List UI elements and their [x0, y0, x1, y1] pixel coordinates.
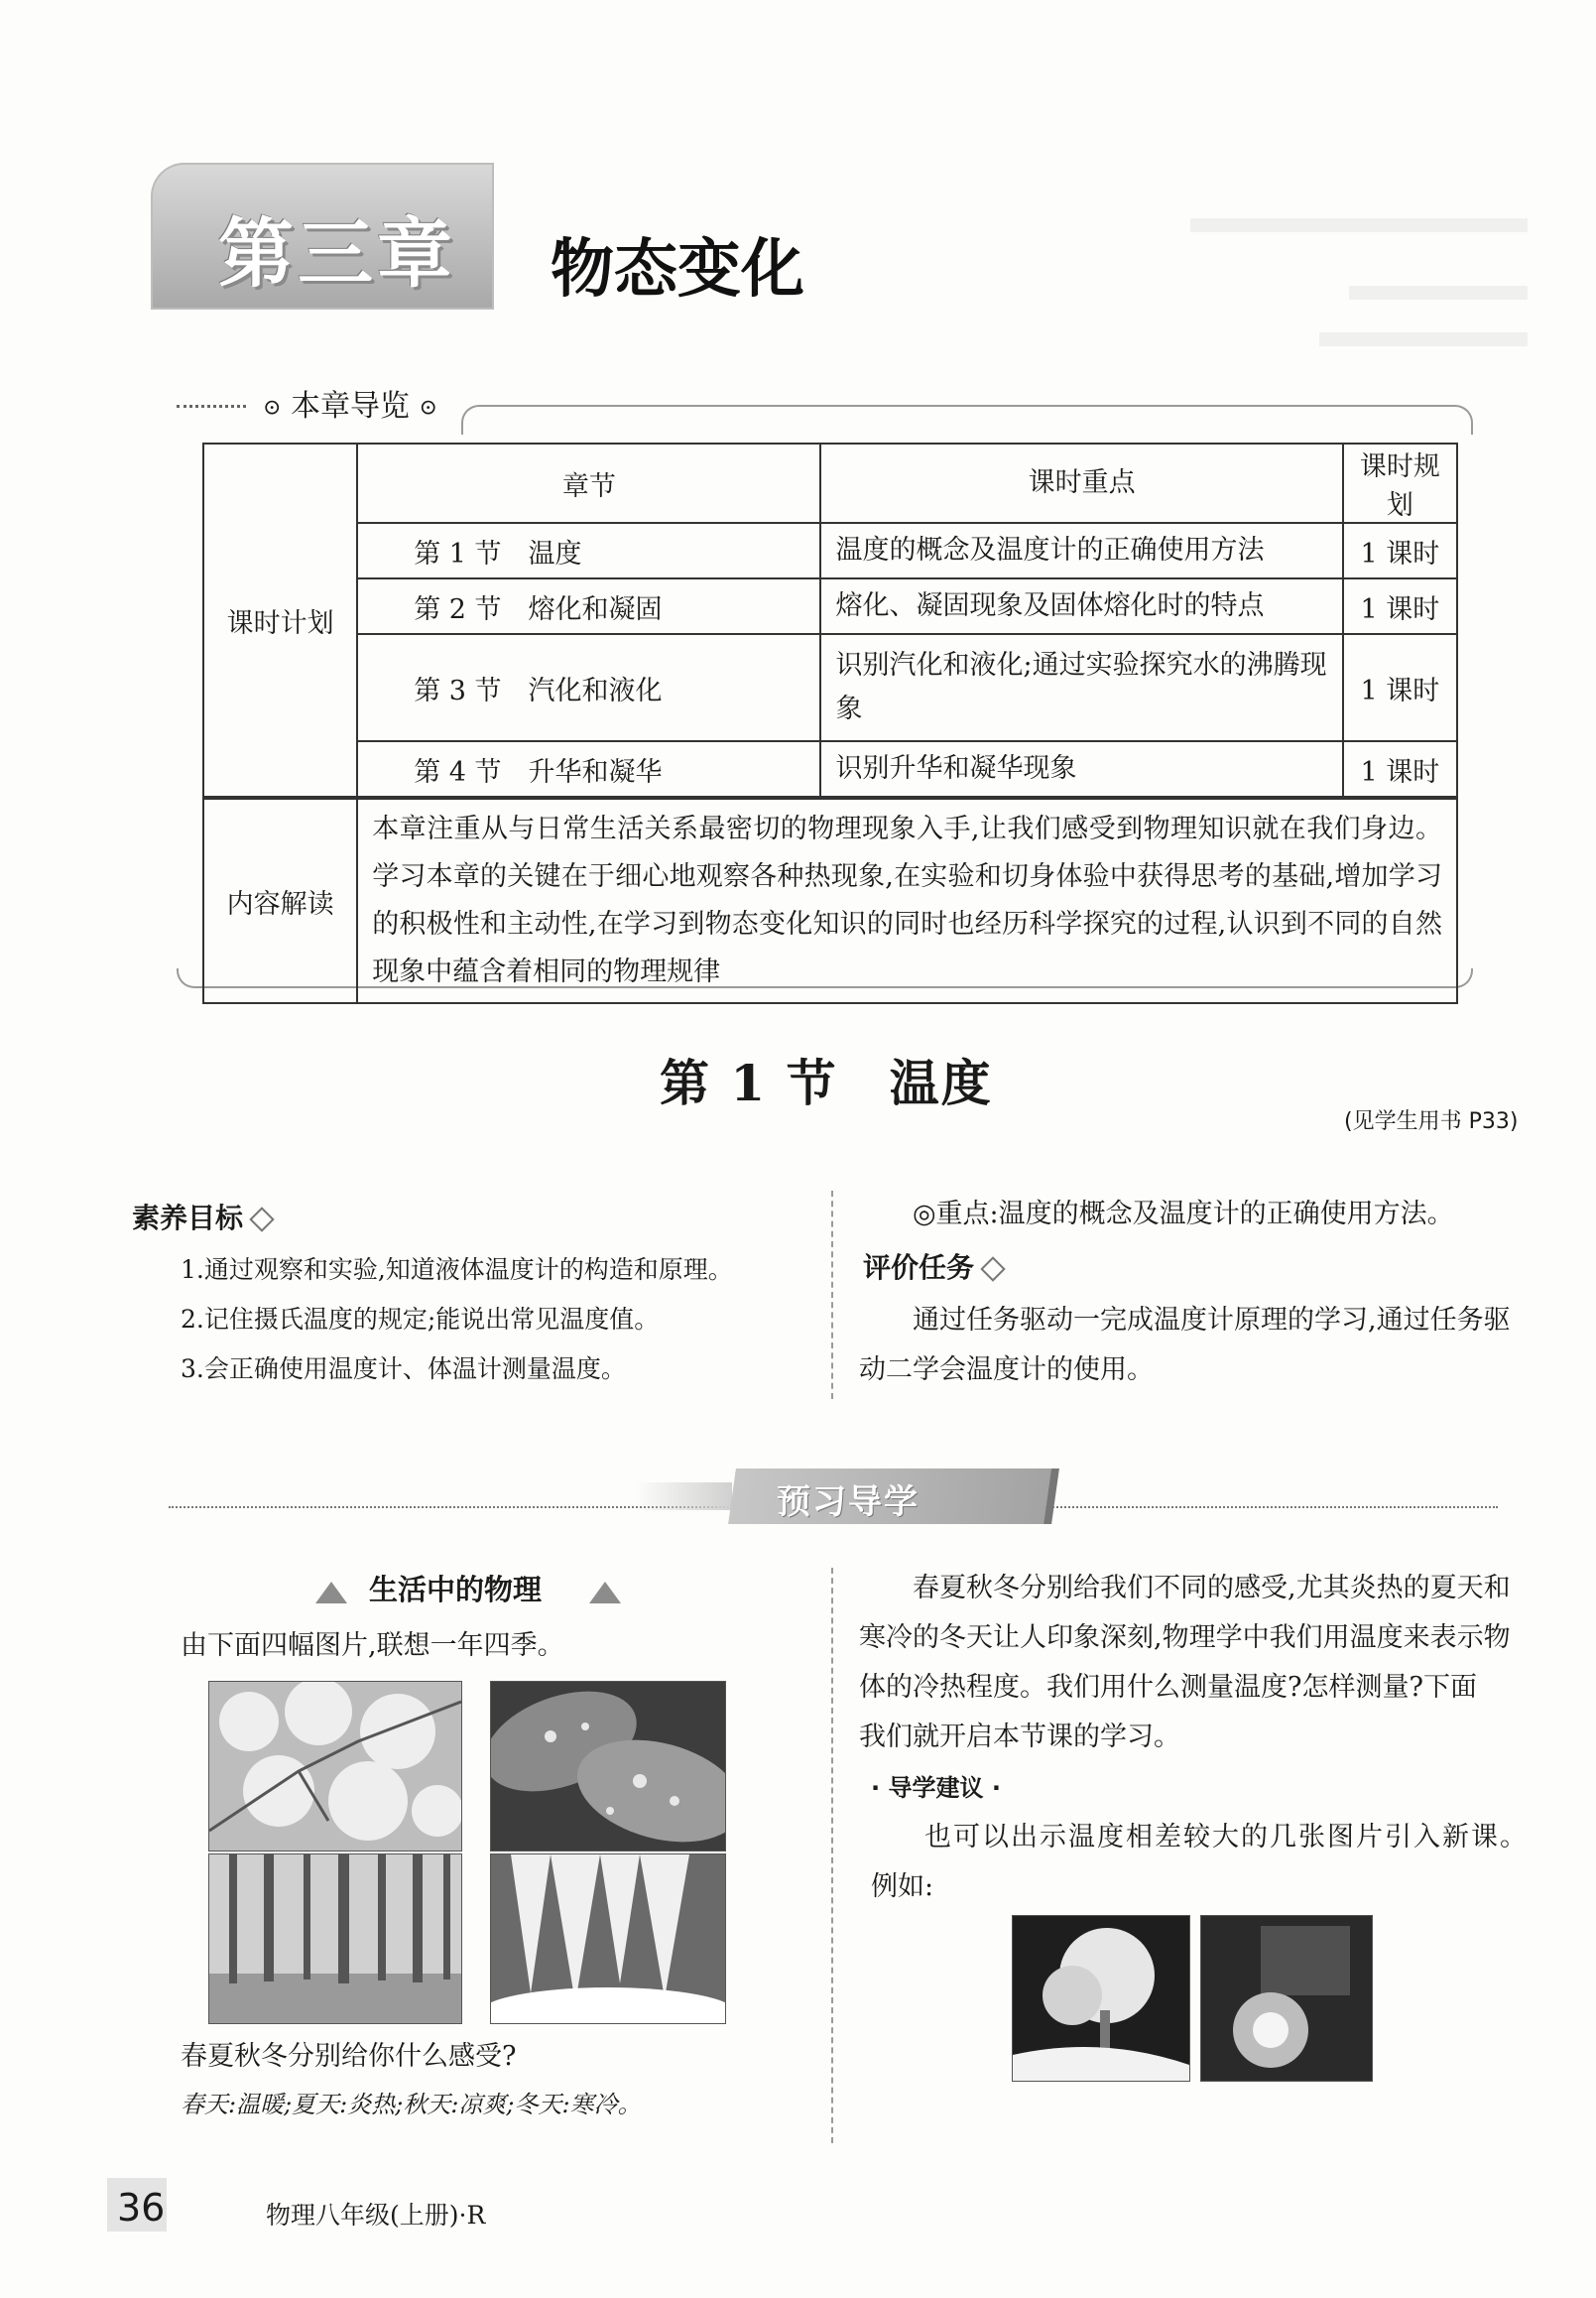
table-row: [203, 523, 1457, 578]
header-section: 章节: [357, 444, 820, 523]
advice-line: 也可以出示温度相差较大的几张图片引入新课。: [924, 1822, 1529, 1852]
preview-banner: 预习导学: [777, 1482, 920, 1522]
content-text: 本章注重从与日常生活关系最密切的物理现象入手,让我们感受到物理知识就在我们身边。学习本章的关键在于细心地观察各种热现象,在实验和切身体验中获得思考的基础,增加学习的积极性和主动性,在学习到物态变化知识的同时也经历科学探究的过程,认识到不同的自然现象中蕴含着相同的物理规律: [357, 799, 1457, 1003]
intro-line: 春夏秋冬分别给我们不同的感受,尤其炎热的夏天和: [913, 1573, 1511, 1603]
goals-title: [132, 1197, 271, 1236]
life-physics-title: 生活中的物理: [369, 1573, 543, 1606]
advice-line: 例如:: [871, 1871, 934, 1902]
row-section: 第 3 节 汽化和液化: [357, 634, 820, 741]
advice-title: · 导学建议 ·: [871, 1774, 1001, 1802]
row-hours: 1 课时: [1343, 578, 1457, 634]
column-divider: [831, 1568, 833, 2143]
table-row: [203, 741, 1457, 797]
guide-dotted-lead: [177, 405, 246, 408]
row-key: 识别升华和凝华现象: [820, 741, 1342, 797]
tasks-title-text: 评价任务: [863, 1251, 975, 1284]
goal-item: 3.会正确使用温度计、体温计测量温度。: [181, 1354, 626, 1383]
row-key: 温度的概念及温度计的正确使用方法: [820, 523, 1342, 578]
chapter-badge: 第三章: [218, 209, 456, 298]
diamond-icon: [980, 1256, 1005, 1281]
column-divider: [831, 1191, 833, 1399]
row-key: 识别汽化和液化;通过实验探究水的沸腾现象: [820, 634, 1342, 741]
autumn-forest-photo: [208, 1853, 462, 2024]
faded-bleed-through: [1190, 218, 1528, 232]
tasks-title: [863, 1246, 1002, 1286]
banner-fade: [635, 1482, 732, 1510]
section-title: 第 1 节 温度: [660, 1054, 993, 1112]
page-number: 36: [117, 2186, 166, 2230]
footer-book-title: 物理八年级(上册)·R: [266, 2201, 486, 2230]
tasks-line: 动二学会温度计的使用。: [859, 1354, 1154, 1385]
row-section: 第 2 节 熔化和凝固: [357, 578, 820, 634]
molten-metal-photo: [1200, 1915, 1373, 2082]
triangle-icon: [589, 1582, 621, 1603]
intro-line: 我们就开启本节课的学习。: [859, 1722, 1180, 1752]
header-key: 课时重点: [820, 444, 1342, 523]
faded-bleed-through: [1349, 286, 1528, 300]
book-reference: (见学生用书 P33): [1344, 1109, 1519, 1134]
diamond-icon: [249, 1207, 274, 1231]
row-hours: 1 课时: [1343, 741, 1457, 797]
tasks-line: 通过任务驱动一完成温度计原理的学习,通过任务驱: [913, 1305, 1511, 1336]
intro-line: 体的冷热程度。我们用什么测量温度?怎样测量?下面: [859, 1672, 1477, 1703]
table-row: [203, 578, 1457, 634]
winter-ice-photo: [490, 1853, 726, 2024]
frost-tree-night-photo: [1012, 1915, 1190, 2082]
guide-frame-top: [461, 405, 1473, 435]
row-hours: 1 课时: [1343, 523, 1457, 578]
table-header-row: [203, 444, 1457, 523]
row-section: 第 1 节 温度: [357, 523, 820, 578]
table-row: [203, 799, 1457, 1003]
spring-blossom-photo: [208, 1681, 462, 1851]
goal-item: 2.记住摄氏温度的规定;能说出常见温度值。: [181, 1305, 660, 1334]
header-hours: 课时规划: [1343, 444, 1457, 523]
guide-label: [263, 381, 437, 425]
focus-text: ◎重点:温度的概念及温度计的正确使用方法。: [913, 1199, 1454, 1229]
goals-title-text: 素养目标: [132, 1202, 244, 1234]
guide-label-text: 本章导览: [290, 389, 410, 424]
chapter-title: 物态变化: [551, 233, 804, 307]
ring-icon: ⊙: [263, 395, 282, 421]
ring-icon: ⊙: [419, 395, 437, 421]
life-question: 春夏秋冬分别给你什么感受?: [181, 2041, 517, 2072]
triangle-icon: [315, 1582, 347, 1603]
faded-bleed-through: [1319, 332, 1528, 346]
life-answer: 春天:温暖;夏天:炎热;秋天:凉爽;冬天:寒冷。: [181, 2091, 642, 2118]
chapter-plan-table: [202, 443, 1458, 1004]
content-label: 内容解读: [203, 799, 357, 1003]
plan-label: 课时计划: [203, 444, 357, 797]
row-key: 熔化、凝固现象及固体熔化时的特点: [820, 578, 1342, 634]
table-row: [203, 634, 1457, 741]
life-intro: 由下面四幅图片,联想一年四季。: [181, 1630, 564, 1661]
intro-line: 寒冷的冬天让人印象深刻,物理学中我们用温度来表示物: [859, 1622, 1511, 1653]
summer-leaf-photo: [490, 1681, 726, 1851]
goal-item: 1.通过观察和实验,知道液体温度计的构造和原理。: [181, 1255, 733, 1284]
row-section: 第 4 节 升华和凝华: [357, 741, 820, 797]
row-hours: 1 课时: [1343, 634, 1457, 741]
